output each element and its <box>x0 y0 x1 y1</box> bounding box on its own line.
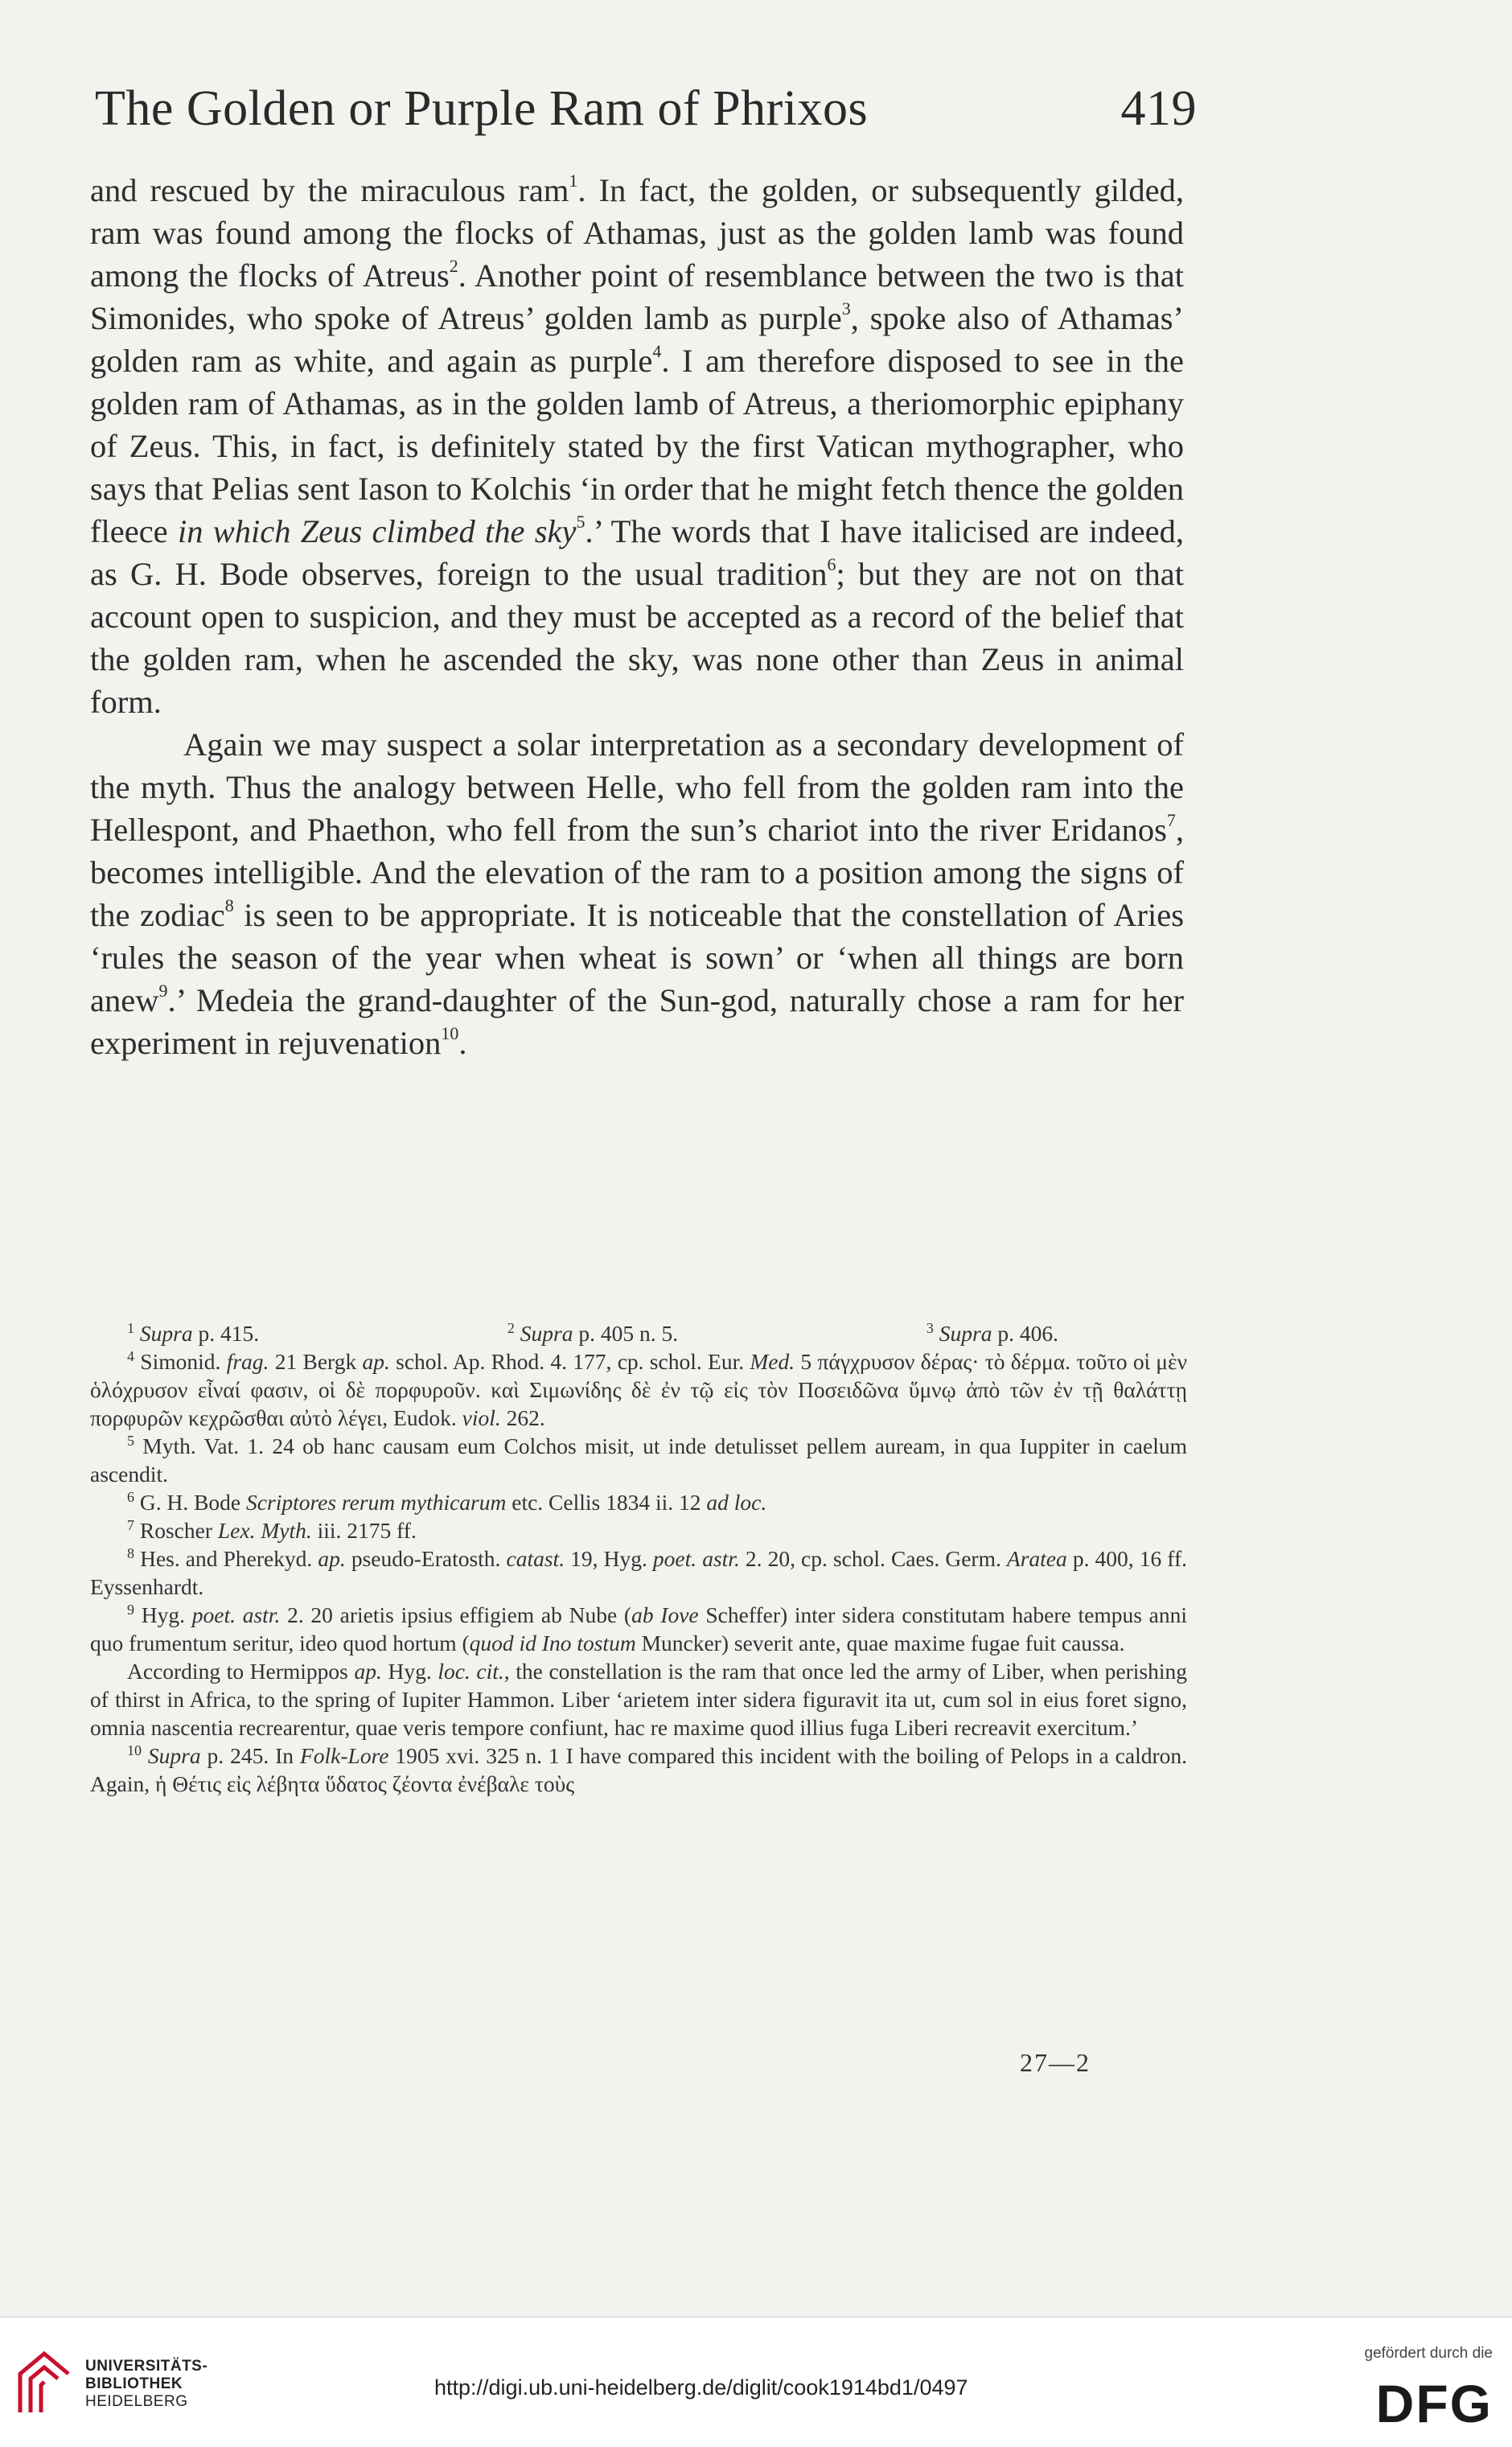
funding-note: gefördert durch die <box>1364 2345 1493 2362</box>
viewer-footer <box>0 2317 1512 2447</box>
text-run: Myth. Vat. 1. 24 ob hanc causam eum Colchos misit, ut inde detulisset pellem auream, in qua Iuppiter in caelum ascendit. <box>90 1433 1187 1487</box>
text-run: etc. Cellis 1834 ii. 12 <box>506 1490 707 1515</box>
running-title: The Golden or Purple Ram of Phrixos <box>95 81 869 136</box>
footnote-row-1-3 <box>90 1319 1187 1347</box>
italic-text: frag. <box>226 1349 269 1374</box>
footnote-mark: 2 <box>507 1320 515 1336</box>
footnote-mark: 10 <box>127 1742 142 1758</box>
running-header <box>95 80 1197 138</box>
italic-text: viol. <box>462 1405 501 1430</box>
text-run: .’ Medeia the grand-daughter of the Sun-god, naturally chose a ram for her experiment in rejuvenation <box>90 982 1184 1061</box>
dfg-logo-text: DFG <box>1375 2374 1493 2428</box>
text-run: . I am therefore disposed to see in the golden ram of Athamas, as in the golden lamb of Atreus, a theriomorphic epiphany of Zeus. This, in fact, is definitely stated by the first Vatican mythographer, who says that Pelias sent Iason to Kolchis ‘in order that he might fetch thence the golden fleece <box>90 343 1184 549</box>
italic-text: Supra <box>147 1743 201 1768</box>
text-run: Hyg. <box>381 1659 438 1684</box>
footnote-6 <box>90 1488 1187 1516</box>
italic-text: ap. <box>362 1349 390 1374</box>
text-run: , spoke also of Athamas’ golden ram as white, and again as purple <box>90 300 1184 379</box>
italic-text: loc. cit. <box>438 1659 504 1684</box>
footnote-mark: 9 <box>127 1602 134 1618</box>
footnote-4 <box>90 1347 1187 1432</box>
greek-text: 5 πάγχρυσον δέρας· τὸ δέρμα. τοῦτο οἱ μὲν ὁλόχρυσον εἶναί φασιν, οἱ δὲ πορφυροῦν. καὶ Σιμωνίδης δὲ ἐν τῷ εἰς τὸν Ποσειδῶνα ὕμνῳ ἀπὸ τῶν ἐν τῇ θαλάττῃ πορφυρῶν κεχρῶσθαι αὐτὸ λέγει, Eudok. <box>90 1349 1188 1430</box>
italic-text: Supra <box>520 1321 573 1346</box>
footnote-mark: 5 <box>127 1433 134 1449</box>
text-run: Again we may suspect a solar interpretation as a secondary development of the myth. Thus the analogy between Helle, who fell from the golden ram into the Hellespont, and Phaethon, who fell from the sun’s chariot into the river Eridanos <box>90 726 1184 848</box>
italic-text: Scriptores rerum mythicarum <box>246 1490 507 1515</box>
text-run: p. 405 n. 5. <box>573 1321 679 1346</box>
footnote-mark: 8 <box>127 1545 134 1561</box>
text-run: Simonid. <box>140 1349 227 1374</box>
text-run: According to Hermippos <box>127 1659 355 1684</box>
italic-text: poet. astr. <box>191 1602 281 1627</box>
italic-text: Lex. Myth. <box>217 1518 312 1543</box>
italic-phrase: in which Zeus climbed the sky <box>177 513 577 549</box>
text-run: ; but they are not on that account open to suspicion, and they must be accepted as a record of the belief that the golden ram, when he ascended the sky, was none other than Zeus in animal form. <box>90 556 1184 720</box>
text-run: 19, Hyg. <box>565 1546 653 1571</box>
italic-text: Supra <box>939 1321 992 1346</box>
footnote-ref[interactable]: 8 <box>224 895 234 915</box>
text-run: Hyg. <box>141 1602 192 1627</box>
page-number: 419 <box>1120 81 1197 136</box>
footnote-ref[interactable]: 1 <box>569 171 578 191</box>
footnote-2 <box>507 1319 678 1347</box>
footnote-10 <box>90 1742 1187 1798</box>
text-run: Scheffer) inter sidera constitutam habere tempus anni quo frumentum seritur, ideo quod hortum ( <box>90 1602 1188 1655</box>
text-run: p. 415. <box>192 1321 260 1346</box>
text-run: , becomes intelligible. And the elevation of the ram to a position among the signs of the zodiac <box>90 812 1184 933</box>
signature-mark: 27—2 <box>1020 2048 1091 2077</box>
paragraph-1 <box>90 169 1184 723</box>
footnote-ref[interactable]: 4 <box>652 341 662 361</box>
text-run: 2. 20, cp. schol. Caes. Germ. <box>739 1546 1007 1571</box>
text-run: pseudo-Eratosth. <box>345 1546 507 1571</box>
footnote-ref[interactable]: 3 <box>841 298 851 319</box>
italic-text: ab Iove <box>631 1602 699 1627</box>
text-run: 262. <box>500 1405 545 1430</box>
text-run: 1905 xvi. 325 n. 1 I have compared this incident with the boiling of Pelops in a caldron. Again, ἡ Θέτις εἰς λέβητα ὕδατος ζέοντα ἐνέβαλε τοὺς <box>90 1743 1188 1796</box>
main-text <box>90 169 1184 1064</box>
italic-text: poet. astr. <box>652 1546 740 1571</box>
text-run: . <box>458 1025 467 1061</box>
text-run: .’ The words that I have italicised are indeed, as G. H. Bode observes, foreign to the usual tradition <box>90 513 1184 592</box>
footnote-9 <box>90 1601 1187 1657</box>
paragraph-2 <box>90 723 1184 1064</box>
italic-text: ap. <box>354 1659 382 1684</box>
text-run: is seen to be appropriate. It is noticeable that the constellation of Aries ‘rules the season of the year when wheat is sown’ or ‘when all things are born anew <box>90 897 1184 1018</box>
footnote-ref[interactable]: 10 <box>441 1023 459 1043</box>
text-run: 2. 20 arietis ipsius effigiem ab Nube ( <box>280 1602 632 1627</box>
permalink-url[interactable]: http://digi.ub.uni-heidelberg.de/diglit/cook1914bd1/0497 <box>434 2375 968 2400</box>
footnotes <box>90 1319 1187 1798</box>
footnote-1 <box>127 1319 259 1347</box>
text-run: , the constellation is the ram that once led the army of Liber, when perishing of thirst in Africa, to the spring of Iupiter Hammon. Liber ‘arietem inter sidera figuravit ita ut, cum sol in eius foret signo, omnia nascentia recrearentur, quae veris tempore confiunt, hac re maxime quod illius fuga Liberi recreavit exercitum.’ <box>90 1659 1187 1740</box>
italic-text: ad loc. <box>706 1490 767 1515</box>
footnote-5 <box>90 1432 1187 1488</box>
text-run: Roscher <box>139 1518 218 1543</box>
footnote-7 <box>90 1516 1187 1544</box>
library-name-line: BIBLIOTHEK <box>85 2375 183 2392</box>
dfg-logo <box>1359 2372 1496 2428</box>
text-run: G. H. Bode <box>139 1490 247 1515</box>
footnote-mark: 6 <box>127 1489 134 1505</box>
text-run: p. 406. <box>992 1321 1058 1346</box>
footnote-9-continued <box>90 1657 1187 1742</box>
footnote-mark: 7 <box>127 1517 134 1533</box>
text-run: 21 Bergk <box>269 1349 363 1374</box>
footnote-mark: 4 <box>127 1348 134 1364</box>
text-run: . In fact, the golden, or subsequently gilded, ram was found among the flocks of Athamas, just as the golden lamb was found among the flocks of Atreus <box>90 172 1184 294</box>
text-run: p. 400, 16 ff. Eyssenhardt. <box>90 1546 1187 1599</box>
library-name <box>85 2358 207 2411</box>
text-run: Hes. and Pherekyd. <box>140 1546 318 1571</box>
library-name-line: HEIDELBERG <box>85 2393 188 2410</box>
italic-text: Supra <box>139 1321 193 1346</box>
italic-text: Folk-Lore <box>299 1743 389 1768</box>
text-run: . Another point of resemblance between the two is that Simonides, who spoke of Atreus’ golden lamb as purple <box>90 257 1184 336</box>
library-name-line: UNIVERSITÄTS- <box>85 2358 208 2375</box>
footnote-ref[interactable]: 7 <box>1166 810 1176 830</box>
footnote-mark: 3 <box>926 1320 934 1336</box>
footnote-8 <box>90 1544 1187 1601</box>
italic-text: Aratea <box>1006 1546 1067 1571</box>
italic-text: catast. <box>506 1546 565 1571</box>
footnote-mark: 1 <box>127 1320 134 1336</box>
footnote-ref[interactable]: 6 <box>827 554 836 574</box>
text-run: and rescued by the miraculous ram <box>90 172 569 208</box>
footnote-3 <box>927 1319 1058 1347</box>
footnote-ref[interactable]: 2 <box>449 256 458 276</box>
italic-text: ap. <box>318 1546 346 1571</box>
library-logo-icon <box>16 2350 72 2414</box>
text-run: Muncker) severit ante, quae maxime fugae fuit caussa. <box>635 1631 1125 1655</box>
footnote-ref[interactable]: 9 <box>158 981 168 1001</box>
text-run: iii. 2175 ff. <box>311 1518 417 1543</box>
italic-text: quod id Ino tostum <box>469 1631 636 1655</box>
italic-text: Med. <box>750 1349 795 1374</box>
text-run: p. 245. In <box>200 1743 300 1768</box>
text-run: schol. Ap. Rhod. 4. 177, cp. schol. Eur. <box>389 1349 750 1374</box>
footnote-ref[interactable]: 5 <box>576 512 585 532</box>
